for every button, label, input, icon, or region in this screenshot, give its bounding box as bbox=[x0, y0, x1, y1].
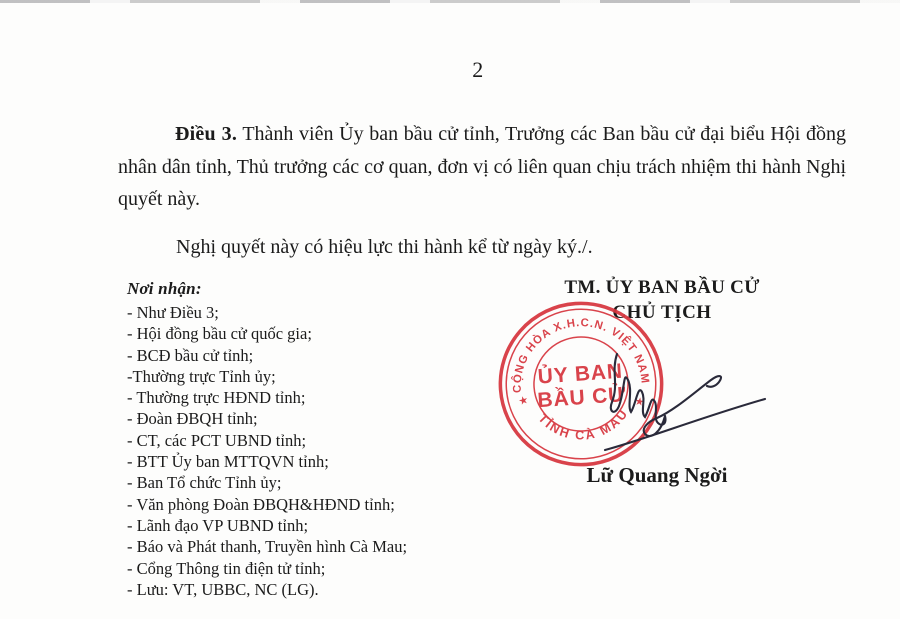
signer-name: Lữ Quang Ngời bbox=[586, 463, 728, 487]
recipient-item: - Như Điều 3; bbox=[127, 303, 219, 322]
recipient-item: - Lãnh đạo VP UBND tỉnh; bbox=[127, 515, 309, 535]
effective-date-paragraph: Nghị quyết này có hiệu lực thi hành kể từ ngày ký./. bbox=[176, 236, 593, 258]
page-number: 2 bbox=[472, 57, 484, 82]
signing-authority: TM. ỦY BAN BẦU CỬ bbox=[564, 277, 760, 298]
article-3-label: Điều 3. bbox=[175, 123, 238, 145]
seal-center-line1: ỦY BAN bbox=[537, 359, 624, 389]
scan-edge-artifact bbox=[0, 0, 900, 3]
seal-bottom-arc-text: TỈNH CÀ MAU bbox=[535, 406, 632, 443]
recipient-item: - BCĐ bầu cử tỉnh; bbox=[127, 345, 254, 365]
handwritten-signature bbox=[595, 344, 775, 459]
recipient-item: - BTT Ủy ban MTTQVN tỉnh; bbox=[127, 452, 329, 472]
signature-scribble bbox=[611, 354, 666, 425]
recipients-list bbox=[127, 302, 487, 600]
recipients-block bbox=[127, 279, 487, 600]
recipient-item: - Lưu: VT, UBBC, NC (LG). bbox=[127, 579, 319, 599]
recipient-item: - Văn phòng Đoàn ĐBQH&HĐND tỉnh; bbox=[127, 494, 395, 514]
recipient-item: - Thường trực HĐND tỉnh; bbox=[127, 388, 306, 408]
seal-center-line2: BẦU CỬ bbox=[536, 383, 628, 413]
recipient-item: - CT, các PCT UBND tỉnh; bbox=[127, 430, 307, 450]
recipients-heading: Nơi nhận: bbox=[127, 279, 202, 298]
seal-top-arc-text: CỘNG HÒA X.H.C.N. VIỆT NAM bbox=[511, 317, 651, 394]
recipient-item: - Cổng Thông tin điện tử tỉnh; bbox=[127, 558, 326, 578]
recipient-item: - Hội đồng bầu cử quốc gia; bbox=[127, 324, 312, 344]
signer-title: CHỦ TỊCH bbox=[612, 302, 712, 323]
seal-star-left-icon: ★ bbox=[517, 393, 530, 409]
seal-star-right-icon: ★ bbox=[633, 395, 646, 409]
recipient-item: - Báo và Phát thanh, Truyền hình Cà Mau; bbox=[127, 537, 408, 557]
recipient-item: -Thường trực Tỉnh ủy; bbox=[127, 366, 276, 386]
article-3-paragraph bbox=[118, 118, 846, 216]
recipient-item: - Đoàn ĐBQH tỉnh; bbox=[127, 409, 258, 429]
recipient-item: - Ban Tổ chức Tỉnh ủy; bbox=[127, 473, 282, 493]
article-3-text: Thành viên Ủy ban bầu cử tỉnh, Trưởng các Ban bầu cử đại biểu Hội đồng nhân dân tỉnh, Thủ trưởng các cơ quan, đơn vị có liên quan chịu trách nhiệm thi hành Nghị quyết này. bbox=[118, 123, 846, 210]
